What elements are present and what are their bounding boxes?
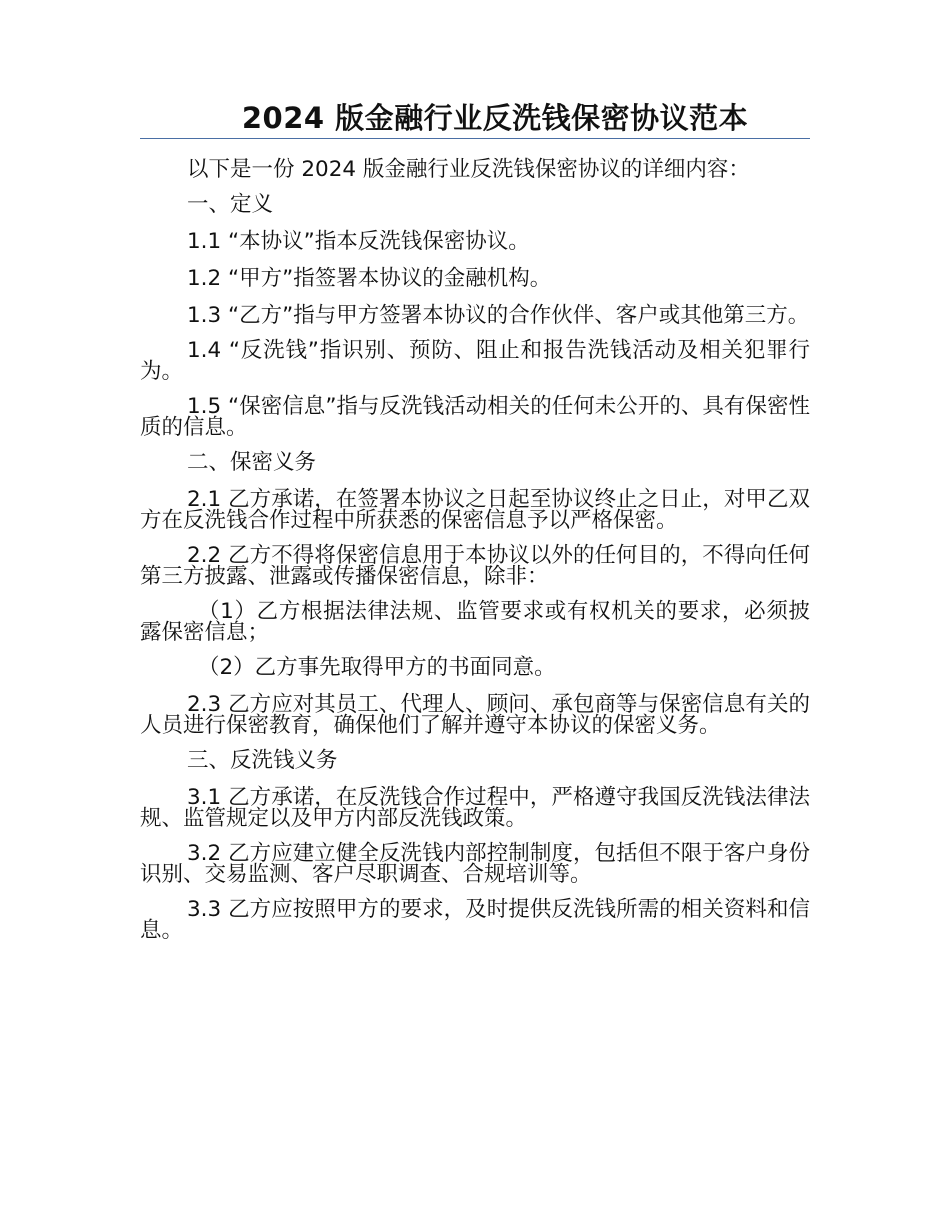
clause-3-2: 3.2 乙方应建立健全反洗钱内部控制制度，包括但不限于客户身份识别、交易监测、客户尽职调查、合规培训等。: [140, 841, 810, 887]
clause-2-2-item-2: （2）乙方事先取得甲方的书面同意。: [198, 655, 556, 680]
intro-paragraph: 以下是一份 2024 版金融行业反洗钱保密协议的详细内容：: [187, 157, 750, 182]
clause-2-2-item-1: （1）乙方根据法律法规、监管要求或有权机关的要求，必须披露保密信息；: [140, 599, 810, 645]
section-heading-aml: 三、反洗钱义务: [187, 748, 338, 773]
clause-2-1: 2.1 乙方承诺，在签署本协议之日起至协议终止之日止，对甲乙双方在反洗钱合作过程中所获悉的保密信息予以严格保密。: [140, 487, 810, 533]
section-heading-confidentiality: 二、保密义务: [187, 450, 317, 475]
clause-1-2: 1.2 “甲方”指签署本协议的金融机构。: [187, 266, 552, 291]
document-body: [140, 155, 810, 951]
clause-3-3: 3.3 乙方应按照甲方的要求，及时提供反洗钱所需的相关资料和信息。: [140, 897, 810, 943]
clause-2-2: 2.2 乙方不得将保密信息用于本协议以外的任何目的，不得向任何第三方披露、泄露或传播保密信息，除非：: [140, 543, 810, 589]
document-title: 2024 版金融行业反洗钱保密协议范本: [241, 101, 749, 135]
clause-1-1: 1.1 “本协议”指本反洗钱保密协议。: [187, 229, 530, 254]
section-heading-definitions: 一、定义: [187, 192, 274, 217]
clause-1-4: 1.4 “反洗钱”指识别、预防、阻止和报告洗钱活动及相关犯罪行为。: [140, 338, 810, 384]
clause-1-5: 1.5 “保密信息”指与反洗钱活动相关的任何未公开的、具有保密性质的信息。: [140, 394, 810, 440]
clause-2-3: 2.3 乙方应对其员工、代理人、顾问、承包商等与保密信息有关的人员进行保密教育，确保他们了解并遵守本协议的保密义务。: [140, 692, 810, 738]
clause-1-3: 1.3 “乙方”指与甲方签署本协议的合作伙伴、客户或其他第三方。: [187, 303, 810, 328]
title-underline: [140, 138, 810, 139]
clause-3-1: 3.1 乙方承诺，在反洗钱合作过程中，严格遵守我国反洗钱法律法规、监管规定以及甲方内部反洗钱政策。: [140, 785, 810, 831]
